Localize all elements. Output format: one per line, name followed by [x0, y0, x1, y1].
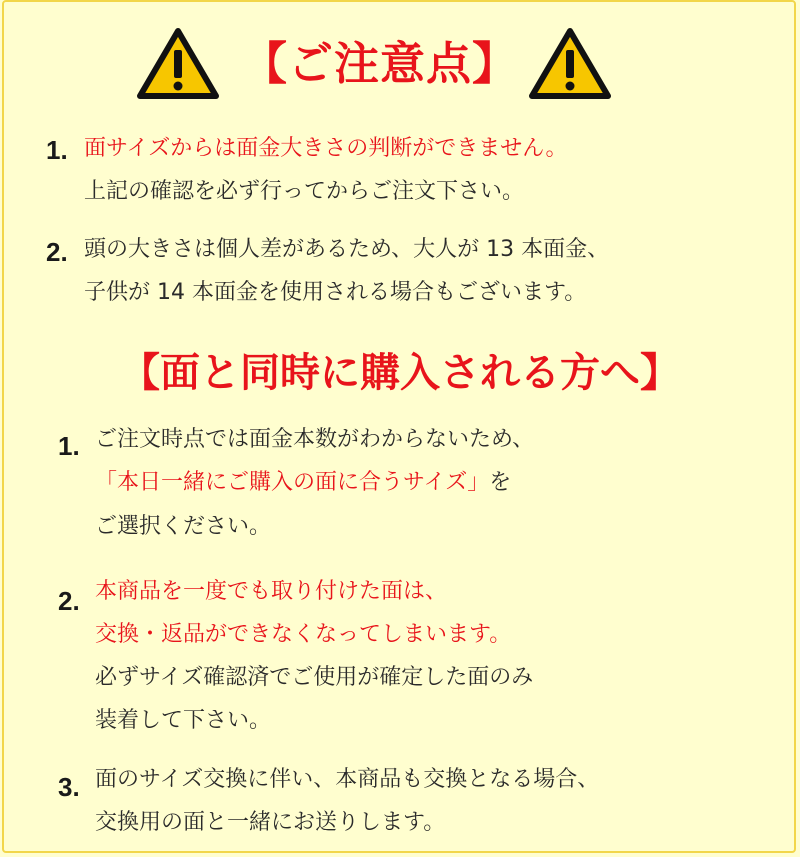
section2-item3-line1: 面のサイズ交換に伴い、本商品も交換となる場合、	[95, 767, 600, 792]
section2-item1-number: 1.	[58, 431, 80, 461]
section1-item1-line1: 面サイズからは面金大きさの判断ができません。	[84, 136, 568, 161]
section2-item2-line4: 装着して下さい。	[95, 708, 272, 733]
warning-triangle-icon	[136, 26, 220, 100]
section2-item1-line1: ご注文時点では面金本数がわからないため、	[95, 427, 535, 452]
section1-item2-line1: 頭の大きさは個人差があるため、大人が 13 本面金、	[84, 237, 610, 262]
section2-item1-suffix: を	[489, 470, 512, 495]
section1-item2-number: 2.	[46, 237, 68, 267]
section2-title: 【面と同時に購入される方へ】	[120, 350, 680, 396]
section2-item3-line2: 交換用の面と一緒にお送りします。	[95, 810, 446, 835]
section1-item1-number: 1.	[46, 135, 68, 165]
section2-item1-line3: ご選択ください。	[95, 514, 272, 539]
section1-title: 【ご注意点】	[241, 37, 518, 90]
section2-item2-line1: 本商品を一度でも取り付けた面は、	[95, 579, 448, 604]
section2-item2-line3: 必ずサイズ確認済でご使用が確定した面のみ	[95, 665, 534, 690]
section2-item1-highlight: 「本日一緒にご購入の面に合うサイズ」	[95, 470, 490, 495]
section2-item2-line2: 交換・返品ができなくなってしまいます。	[95, 622, 512, 647]
section2-item1-line2	[95, 468, 511, 498]
section1-item2-line2: 子供が 14 本面金を使用される場合もございます。	[84, 280, 587, 305]
section2-item3-number: 3.	[58, 772, 80, 802]
section2-item2-number: 2.	[58, 586, 80, 616]
section1-item1-line2: 上記の確認を必ず行ってからご注文下さい。	[84, 179, 525, 204]
warning-triangle-icon	[528, 26, 612, 100]
